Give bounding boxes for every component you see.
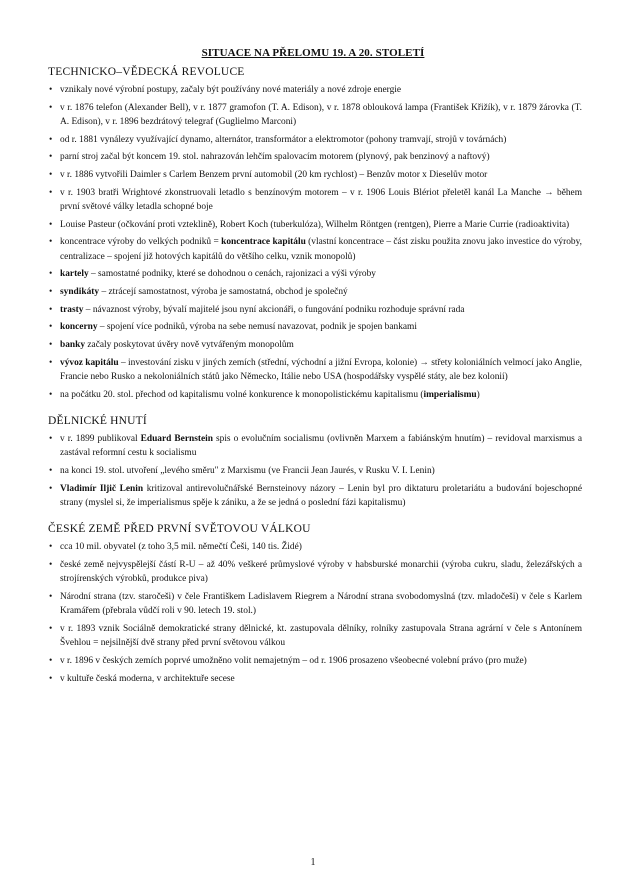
list-item xyxy=(48,83,582,97)
section-heading: TECHNICKO–VĚDECKÁ REVOLUCE xyxy=(48,66,245,78)
section-technicko-vedecka-revoluce xyxy=(48,65,582,402)
list-item xyxy=(48,622,582,651)
bold-term: banky xyxy=(60,340,86,351)
text-segment: – samostatné podniky, které se dohodnou o cenách, rajonizaci a výši výroby xyxy=(88,269,376,280)
document-title: SITUACE NA PŘELOMU 19. A 20. STOLETÍ xyxy=(201,47,425,59)
text-segment: (vlastní koncentrace – část zisku použita znovu jako investice do výroby, centralizace – spojení již hotových kapitálů do většího celku, vznik monopolů) xyxy=(60,237,582,262)
section-heading: DĚLNICKÉ HNUTÍ xyxy=(48,415,147,428)
bullet-list xyxy=(48,540,582,686)
list-item xyxy=(48,672,582,686)
bullet-list xyxy=(48,432,582,510)
text-segment: cca 10 mil. obyvatel (z toho 3,5 mil. němečtí Češi, 140 tis. Židé) xyxy=(60,542,302,553)
list-item xyxy=(48,235,582,264)
text-segment: v r. 1886 vytvořili Daimler s Carlem Benzem první automobil (20 km rychlost) – Benzův motor x Dieselův motor xyxy=(60,170,488,181)
text-segment: v r. 1899 publikoval xyxy=(60,434,141,445)
list-item xyxy=(48,303,582,317)
text-segment: na konci 19. stol. utvoření „levého směru" z Marxismu (ve Francii Jean Jaurés, v Rusku V. I. Lenin) xyxy=(60,466,435,477)
text-segment: – spojení více podniků, výroba na sebe nemusí navazovat, podnik je spojen bankami xyxy=(97,322,417,333)
text-segment: v r. 1903 bratři Wrightové zkonstruovali letadlo s benzínovým motorem – v r. 1906 Louis Blériot přeletěl kanál La Manche → během první světové války letadla schopné boje xyxy=(60,187,582,213)
text-segment: začaly poskytovat úvěry nově vytvářeným monopolům xyxy=(85,340,294,351)
list-item xyxy=(48,356,582,385)
text-segment: Národní strana (tzv. staročeši) v čele Františkem Ladislavem Riegrem a Národní strana svobodomyslná (tzv. mladočeši) v čele s Karlem Kramářem (přebrala vůdčí roli v 90. letech 19. stol.) xyxy=(60,592,582,617)
list-item xyxy=(48,482,582,511)
text-segment: v r. 1876 telefon (Alexander Bell), v r. 1877 gramofon (T. A. Edison), v r. 1878 oblouková lampa (František Křižík), v r. 1879 žárovka (T. A. Edison), v r. 1896 bezdrátový telegraf (Guglielmo Marconi) xyxy=(60,102,582,127)
list-item xyxy=(48,388,582,402)
list-item xyxy=(48,186,582,215)
section-heading: ČESKÉ ZEMĚ PŘED PRVNÍ SVĚTOVOU VÁLKOU xyxy=(48,523,311,536)
bold-term: kartely xyxy=(60,269,89,280)
bold-term: Vladimír Iljič Lenin xyxy=(60,483,144,494)
text-segment: vznikaly nové výrobní postupy, začaly být používány nové materiály a nové zdroje energie xyxy=(60,85,402,95)
text-segment: kritizoval antirevolučnářské Bernsteinovy názory – Lenin byl pro diktaturu proletariátu a budování bojeschopné strany (myslel si, že imperialismus spěje k zániku, a že se jedná o poslední fázi kapitalismu) xyxy=(60,483,583,509)
text-segment: – investování zisku v jiných zemích (střední, východní a jižní Evropa, kolonie) → střety koloniálních velmocí jako Anglie, Francie nebo Rusko a nekoloniálních států jako Německo, Itálie nebo USA (hospodářsky vyspělé státy, ale bez kolonií) xyxy=(60,357,582,383)
list-item xyxy=(48,432,582,461)
bullet-list xyxy=(48,83,582,402)
bold-term: syndikáty xyxy=(60,287,100,298)
bold-term: Eduard Bernstein xyxy=(140,434,213,445)
list-item xyxy=(48,285,582,299)
text-segment: – ztrácejí samostatnost, výroba je samostatná, obchod je společný xyxy=(99,287,348,298)
text-segment: koncentrace výroby do velkých podniků = xyxy=(60,237,222,248)
bold-term: koncentrace kapitálu xyxy=(221,237,306,248)
list-item xyxy=(48,218,582,232)
list-item xyxy=(48,133,582,147)
list-item xyxy=(48,338,582,352)
text-segment: v r. 1896 v českých zemích poprvé umožněno volit nemajetným – od r. 1906 prosazeno všeobecné volební právo (pro muže) xyxy=(60,656,527,667)
list-item xyxy=(48,558,582,587)
text-segment: v kultuře česká moderna, v architektuře secese xyxy=(60,673,235,684)
bold-term: koncerny xyxy=(60,322,98,333)
text-segment: české země nejvyspělejší částí R-U – až 40% veškeré průmyslové výroby v habsburské monarchii (výroba cukru, sladu, železářských a strojírenských výrobků, produkce piva) xyxy=(60,560,582,585)
text-segment: ) xyxy=(476,389,480,400)
text-segment: v r. 1893 vznik Sociálně demokratické strany dělnické, kt. zastupovala dělníky, rolníky zastupovala Strana agrární v čele s Antonínem Švehlou = nejsilnější dvě strany před první světovou válkou xyxy=(60,624,582,649)
text-segment: Louise Pasteur (očkování proti vzteklině), Robert Koch (tuberkulóza), Wilhelm Röntgen (rentgen), Pierre a Marie Currie (radioaktivita) xyxy=(60,219,570,230)
text-segment: spis o evolučním socialismu (ovlivněn Marxem a fabiánským hnutím) – revidoval marxismus a zastával reformní cestu k socialismu xyxy=(60,434,582,459)
list-item xyxy=(48,654,582,668)
list-item xyxy=(48,101,582,130)
text-segment: od r. 1881 vynálezy využívající dynamo, alternátor, transformátor a elektromotor (pohony tramvají, strojů v továrnách) xyxy=(60,134,507,145)
text-segment: parní stroj začal být koncem 19. stol. nahrazován lehčím spalovacím motorem (plynový, pak benzinový a naftový) xyxy=(60,152,490,163)
list-item xyxy=(48,464,582,478)
bold-term: imperialismu xyxy=(423,389,477,400)
section-ceske-zeme xyxy=(48,522,582,686)
text-segment: na počátku 20. stol. přechod od kapitalismu volné konkurence k monopolistickému kapitalismu ( xyxy=(60,389,424,400)
bold-term: trasty xyxy=(60,304,84,315)
page-number: 1 xyxy=(310,857,316,868)
list-item xyxy=(48,150,582,164)
list-item xyxy=(48,540,582,554)
document-body xyxy=(48,65,582,689)
list-item xyxy=(48,267,582,281)
list-item xyxy=(48,590,582,619)
text-segment: – návaznost výroby, bývalí majitelé jsou nyní akcionáři, o fungování podniku rozhoduje správní rada xyxy=(83,304,465,315)
bold-term: vývoz kapitálu xyxy=(60,357,119,368)
section-delnicke-hnuti xyxy=(48,414,582,510)
list-item xyxy=(48,320,582,334)
list-item xyxy=(48,168,582,182)
